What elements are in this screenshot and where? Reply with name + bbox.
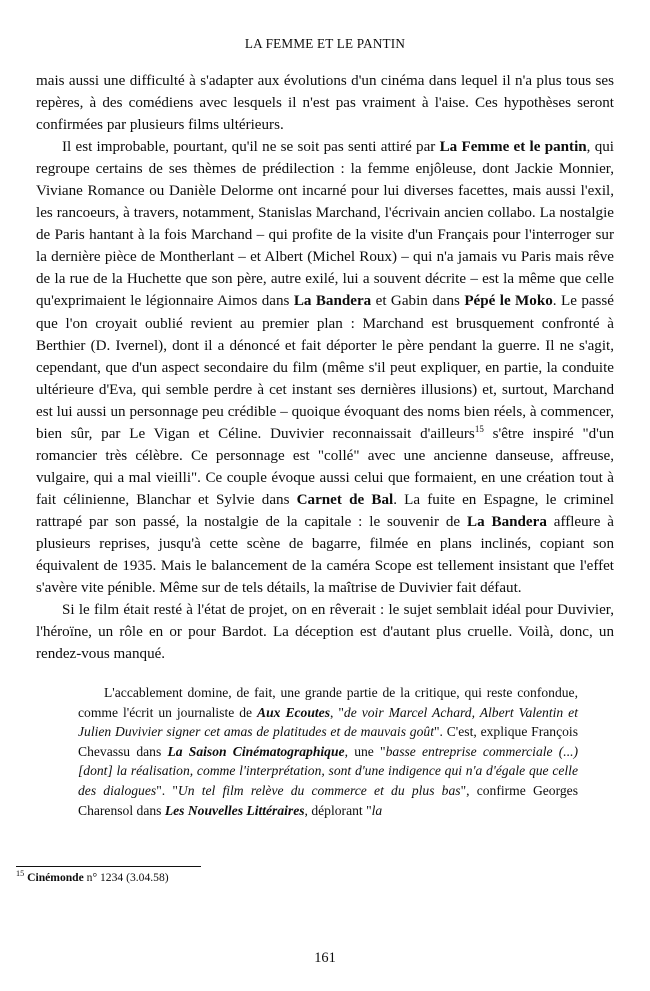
text-run: ". C'est, explique François Chevassu dans [78, 724, 579, 759]
footnote-text [27, 871, 169, 884]
page-number: 161 [314, 950, 336, 966]
text-run: . La fuite en Espagne, le criminel rattrapé par son passé, la nostalgie de la capitale : le souvenir de [36, 491, 614, 530]
emphasis-bold: Pépé le Moko [464, 293, 553, 310]
quotation-paragraph [78, 683, 578, 820]
text-run: affleure à plusieurs reprises, jusqu'à cette scène de bagarre, filmée en plans inclinés, copiant son équivalent de 1935. Mais le balancement de la caméra Scope est tellement insistant que l'effet s'avère vite pénible. Même sur de tels détails, la maîtrise de Duvivier fait défaut. [36, 513, 614, 597]
text-run: . Le passé que l'on croyait oublié revient au premier plan : Marchand est brusquement confronté à Berthier (D. Ivernel), dont il a dénoncé et fait déporter le père pendant la guerre. Il ne s'agit, cependant, que d'un aspect secondaire du film (même s'il peut expliquer, en partie, la conduite ultérieure d'Eva, qui semble perdre à cet instant ses dernières illusions) et, surtout, Marchand est lui aussi un personnage peu crédible – quoique évoquant des noms bien réels, à commencer, bien sûr, par Le Vigan et Céline. Duvivier reconnaissait d'ailleurs [36, 293, 615, 442]
emphasis-bold-italic: Aux Ecoutes [257, 704, 330, 720]
footnote-marker: 15 [16, 869, 25, 879]
footnote-reference[interactable]: 15 [474, 423, 484, 434]
paragraph [36, 70, 614, 136]
emphasis-bold-italic: Les Nouvelles Littéraires [164, 802, 305, 818]
text-run: n° 1234 (3.04.58) [83, 871, 169, 884]
emphasis-bold: La Femme et le pantin [439, 139, 587, 156]
text-run: ". " [156, 782, 178, 798]
emphasis-bold: La Bandera [467, 513, 547, 530]
text-run: , qui regroupe certains de ses thèmes de prédilection : la femme enjôleuse, dont Jackie Monnier, Viviane Romance ou Danièle Delorme ont incarné pour lui diverses facettes, mais aussi l'exil, les rancoeurs, à travers, notamment, Stanislas Marchand, l'écrivain ancien collabo. La nostalgie de Paris hantant à la fois Marchand – qui profite de la visite d'un Français pour l'interroger sur la dernière pièce de Montherlant – et Albert (Michel Roux) – qui n'a jamais vu Paris mais rêve de la rue de la Huchette que son père, autre exilé, lui a souvent décrite – est la même que celle qu'exprimaient le légionnaire Aimos dans [36, 139, 614, 310]
emphasis-bold: La Bandera [293, 293, 372, 310]
footnote-separator-rule [16, 866, 201, 867]
quotation-block [78, 683, 578, 820]
text-run: , une " [344, 743, 386, 759]
emphasis-italic: basse entreprise commerciale (...) [dont] la réalisation, comme l'interprétation, sont d'une indigence qui n'a d'égale que celle des dialogues [78, 743, 579, 798]
emphasis-bold: Cinémonde [27, 871, 84, 884]
text-run: s'être inspiré "d'un romancier très célèbre. Ce personnage est "collé" avec une ancienne danseuse, affreuse, vulgaire, qui a mal vieilli". Ce couple évoque aussi celui que formaient, en une création tout à fait célinienne, Blanchar et Sylvie dans [36, 425, 614, 508]
text-run: , " [330, 704, 344, 720]
text-run: et Gabin dans [371, 293, 465, 310]
footnote [16, 871, 416, 885]
paragraph [36, 136, 614, 599]
emphasis-bold: Carnet de Bal [296, 491, 394, 508]
emphasis-italic: Un tel film relève du commerce et du plus bas [177, 782, 461, 798]
text-run: , déplorant " [304, 802, 372, 818]
text-run: L'accablement domine, de fait, une grande partie de la critique, qui reste confondue, comme l'écrit un journaliste de [78, 685, 578, 720]
emphasis-bold-italic: La Saison Cinématographique [167, 743, 345, 759]
text-run: mais aussi une difficulté à s'adapter aux évolutions d'un cinéma dans lequel il n'a plus tous ses repères, à des comédiens avec lesquels il n'est pas vraiment à l'aise. Ces hypothèses seront confirmées par plusieurs films ultérieurs. [36, 73, 614, 134]
emphasis-italic: la [371, 802, 383, 818]
body-text-block [36, 70, 614, 665]
paragraph [36, 599, 614, 665]
text-run: ", confirme Georges Charensol dans [78, 782, 579, 818]
emphasis-italic: de voir Marcel Achard, Albert Valentin et Julien Duvivier signer cet amas de platitudes et de mauvais goût [78, 704, 578, 740]
running-head: LA FEMME ET LE PANTIN [244, 36, 406, 51]
text-run: Il est improbable, pourtant, qu'il ne se soit pas senti attiré par [62, 139, 440, 156]
text-run: Si le film était resté à l'état de projet, on en rêverait : le sujet semblait idéal pour Duvivier, l'héroïne, un rôle en or pour Bardot. La déception est d'autant plus cruelle. Voilà, donc, un rendez-vous manqué. [36, 602, 614, 663]
